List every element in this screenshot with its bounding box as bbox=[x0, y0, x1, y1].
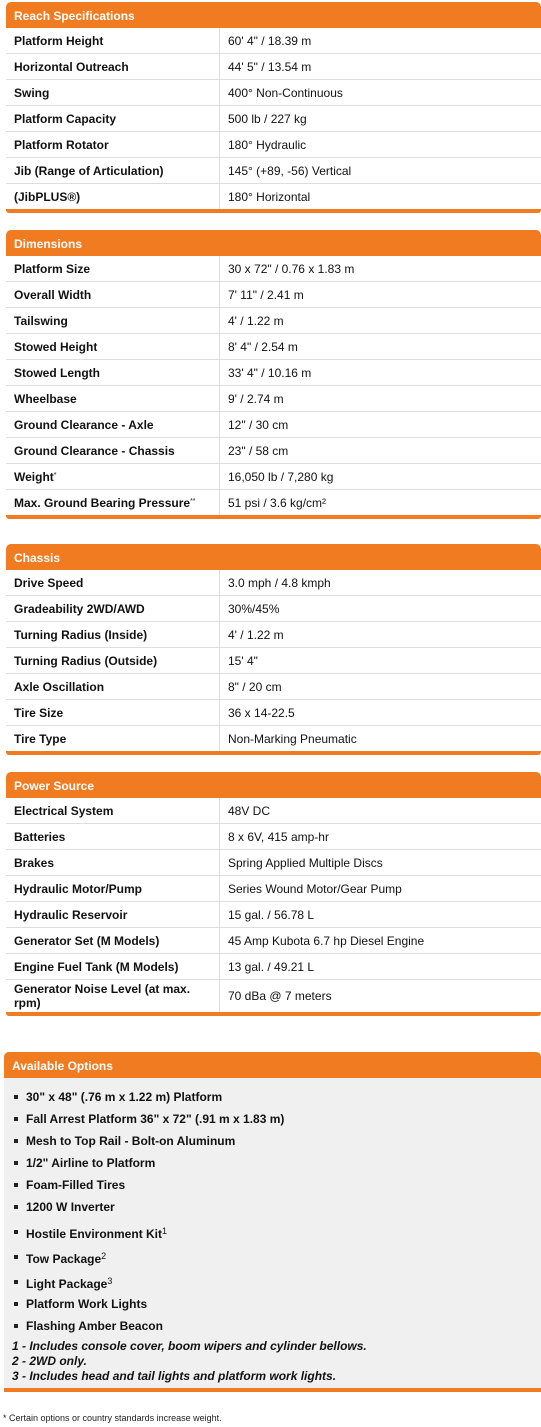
spec-label bbox=[6, 902, 220, 928]
spec-label-text: Gradeability 2WD/AWD bbox=[14, 601, 145, 616]
spec-row bbox=[6, 700, 541, 726]
bullet-icon bbox=[14, 1280, 18, 1284]
spec-label-text: Turning Radius (Outside) bbox=[14, 653, 158, 668]
chassis-section bbox=[6, 544, 541, 755]
spec-label-text: Platform Capacity bbox=[14, 111, 117, 126]
option-text: Platform Work Lights bbox=[26, 1297, 148, 1311]
spec-label bbox=[6, 80, 220, 106]
section-footer-bar bbox=[6, 515, 541, 519]
spec-label bbox=[6, 824, 220, 850]
weight-footnote: * Certain options or country standards increase weight. bbox=[3, 1413, 222, 1423]
spec-row bbox=[6, 28, 541, 54]
spec-label-text: Hydraulic Motor/Pump bbox=[14, 881, 143, 896]
option-note: 3 - Includes head and tail lights and platform work lights. bbox=[12, 1369, 337, 1383]
power-source-section bbox=[6, 772, 541, 1016]
spec-label bbox=[6, 490, 220, 516]
spec-row bbox=[6, 876, 541, 902]
spec-row bbox=[6, 464, 541, 490]
option-text: Foam-Filled Tires bbox=[26, 1178, 126, 1192]
option-text: 30" x 48" (.76 m x 1.22 m) Platform bbox=[26, 1090, 223, 1104]
spec-value: Series Wound Motor/Gear Pump bbox=[220, 876, 541, 902]
spec-label bbox=[6, 158, 220, 184]
spec-value: 33' 4" / 10.16 m bbox=[220, 360, 541, 386]
spec-value: 15 gal. / 56.78 L bbox=[220, 902, 541, 928]
spec-label bbox=[6, 360, 220, 386]
option-item bbox=[12, 1086, 541, 1108]
spec-row bbox=[6, 648, 541, 674]
spec-value: 36 x 14-22.5 bbox=[220, 700, 541, 726]
spec-label-text: Tailswing bbox=[14, 313, 68, 328]
spec-value: 9' / 2.74 m bbox=[220, 386, 541, 412]
spec-label-text: Swing bbox=[14, 85, 50, 100]
spec-value: 60' 4" / 18.39 m bbox=[220, 28, 541, 54]
spec-label-text: Tire Type bbox=[14, 731, 67, 746]
spec-row bbox=[6, 132, 541, 158]
spec-row bbox=[6, 184, 541, 210]
spec-label-text: Generator Noise Level (at max. rpm) bbox=[14, 982, 191, 1010]
spec-label-text: Electrical System bbox=[14, 803, 114, 818]
spec-label-text: Axle Oscillation bbox=[14, 679, 105, 694]
option-item bbox=[12, 1268, 541, 1293]
spec-label-text: Max. Ground Bearing Pressure bbox=[14, 495, 191, 510]
spec-label bbox=[6, 798, 220, 824]
spec-label-text: Drive Speed bbox=[14, 575, 84, 590]
option-item bbox=[12, 1196, 541, 1218]
spec-row bbox=[6, 622, 541, 648]
spec-label bbox=[6, 850, 220, 876]
section-footer-bar bbox=[6, 209, 541, 213]
spec-value: 48V DC bbox=[220, 798, 541, 824]
option-note: 2 - 2WD only. bbox=[12, 1354, 87, 1368]
available-options-section bbox=[4, 1052, 541, 1388]
spec-value: 4' / 1.22 m bbox=[220, 308, 541, 334]
spec-value: 70 dBa @ 7 meters bbox=[228, 989, 332, 1003]
spec-value: 51 psi / 3.6 kg/cm² bbox=[228, 495, 327, 510]
option-text: Flashing Amber Beacon bbox=[26, 1319, 163, 1333]
spec-row bbox=[6, 570, 541, 596]
spec-label-text: Generator Set (M Models) bbox=[14, 933, 160, 948]
spec-label bbox=[6, 726, 220, 752]
spec-value: 44' 5" / 13.54 m bbox=[220, 54, 541, 80]
bullet-icon bbox=[14, 1117, 18, 1121]
section-header: Available Options bbox=[4, 1052, 541, 1078]
spec-value: 8' 4" / 2.54 m bbox=[220, 334, 541, 360]
spec-value: 13 gal. / 49.21 L bbox=[220, 954, 541, 980]
spec-row bbox=[6, 334, 541, 360]
spec-row bbox=[6, 824, 541, 850]
spec-row bbox=[6, 80, 541, 106]
spec-label-text: (JibPLUS®) bbox=[14, 189, 81, 204]
spec-label-text: Platform Height bbox=[14, 33, 104, 48]
spec-row bbox=[6, 954, 541, 980]
spec-label bbox=[6, 106, 220, 132]
bullet-icon bbox=[14, 1205, 18, 1209]
spec-value: 3.0 mph / 4.8 kmph bbox=[220, 570, 541, 596]
spec-row bbox=[6, 158, 541, 184]
spec-row bbox=[6, 386, 541, 412]
spec-row bbox=[6, 726, 541, 752]
spec-label bbox=[6, 54, 220, 80]
spec-value: 180° Horizontal bbox=[228, 189, 311, 204]
option-item bbox=[12, 1243, 541, 1268]
spec-label-text: Stowed Height bbox=[14, 339, 98, 354]
spec-row bbox=[6, 438, 541, 464]
spec-label-text: Jib (Range of Articulation) bbox=[14, 163, 164, 178]
spec-label bbox=[6, 980, 220, 1013]
bullet-icon bbox=[14, 1139, 18, 1143]
spec-label bbox=[6, 876, 220, 902]
section-footer-bar bbox=[4, 1388, 541, 1392]
spec-label bbox=[6, 570, 220, 596]
spec-value: 400° Non-Continuous bbox=[220, 80, 541, 106]
spec-value: 145° (+89, -56) Vertical bbox=[220, 158, 541, 184]
spec-row bbox=[6, 412, 541, 438]
spec-value: 16,050 lb / 7,280 kg bbox=[220, 464, 541, 490]
options-notes bbox=[4, 1339, 541, 1384]
option-item bbox=[12, 1315, 541, 1337]
spec-value: 45 Amp Kubota 6.7 hp Diesel Engine bbox=[220, 928, 541, 954]
spec-label bbox=[6, 648, 220, 674]
option-item bbox=[12, 1130, 541, 1152]
option-item bbox=[12, 1218, 541, 1243]
spec-row bbox=[6, 490, 541, 516]
section-header: Chassis bbox=[6, 544, 541, 570]
spec-row bbox=[6, 256, 541, 282]
spec-label bbox=[6, 438, 220, 464]
spec-row bbox=[6, 850, 541, 876]
spec-value: 180° Hydraulic bbox=[220, 132, 541, 158]
bullet-icon bbox=[14, 1183, 18, 1187]
bullet-icon bbox=[14, 1302, 18, 1306]
footnote-marker: 1 bbox=[162, 1226, 168, 1236]
spec-label bbox=[6, 282, 220, 308]
spec-label bbox=[6, 412, 220, 438]
option-text: Fall Arrest Platform 36" x 72" (.91 m x 1.83 m) bbox=[26, 1112, 285, 1126]
spec-label-text: Platform Size bbox=[14, 261, 91, 276]
section-footer-bar bbox=[6, 751, 541, 755]
reach-specifications-section bbox=[6, 2, 541, 213]
spec-label-text: Hydraulic Reservoir bbox=[14, 907, 128, 922]
spec-value: 8" / 20 cm bbox=[220, 674, 541, 700]
spec-label bbox=[6, 184, 220, 210]
spec-value: 8 x 6V, 415 amp-hr bbox=[220, 824, 541, 850]
option-item bbox=[12, 1108, 541, 1130]
spec-label-text: Ground Clearance - Chassis bbox=[14, 443, 175, 458]
spec-label-text: Horizontal Outreach bbox=[14, 59, 129, 74]
bullet-icon bbox=[14, 1255, 18, 1259]
spec-table bbox=[6, 256, 541, 515]
option-text: 1/2" Airline to Platform bbox=[26, 1156, 156, 1170]
spec-label bbox=[6, 954, 220, 980]
spec-value: 500 lb / 227 kg bbox=[220, 106, 541, 132]
spec-label-text: Stowed Length bbox=[14, 365, 100, 380]
spec-value: 7' 11" / 2.41 m bbox=[220, 282, 541, 308]
spec-label bbox=[6, 622, 220, 648]
bullet-icon bbox=[14, 1161, 18, 1165]
spec-table bbox=[6, 570, 541, 751]
spec-value: 30%/45% bbox=[220, 596, 541, 622]
option-item bbox=[12, 1293, 541, 1315]
footnote-marker: 3 bbox=[107, 1276, 113, 1286]
section-header: Reach Specifications bbox=[6, 2, 541, 28]
option-text: Hostile Environment Kit bbox=[26, 1227, 163, 1241]
spec-row bbox=[6, 106, 541, 132]
spec-table bbox=[6, 798, 541, 1012]
section-header: Dimensions bbox=[6, 230, 541, 256]
spec-label-text: Ground Clearance - Axle bbox=[14, 417, 154, 432]
spec-value: 4' / 1.22 m bbox=[220, 622, 541, 648]
spec-label-text: Overall Width bbox=[14, 287, 92, 302]
section-footer-bar bbox=[6, 1012, 541, 1016]
options-list bbox=[4, 1078, 541, 1337]
spec-table bbox=[6, 28, 541, 209]
option-text: Mesh to Top Rail - Bolt-on Aluminum bbox=[26, 1134, 236, 1148]
spec-value: 15' 4" bbox=[220, 648, 541, 674]
spec-label bbox=[6, 700, 220, 726]
spec-row bbox=[6, 798, 541, 824]
spec-row bbox=[6, 928, 541, 954]
spec-label bbox=[6, 28, 220, 54]
spec-row bbox=[6, 308, 541, 334]
spec-label-text: Tire Size bbox=[14, 705, 64, 720]
spec-label bbox=[6, 464, 220, 490]
option-item bbox=[12, 1152, 541, 1174]
option-text: Light Package bbox=[26, 1277, 108, 1291]
spec-label-text: Brakes bbox=[14, 855, 55, 870]
option-note: 1 - Includes console cover, boom wipers and cylinder bellows. bbox=[12, 1339, 367, 1353]
spec-label bbox=[6, 308, 220, 334]
spec-row bbox=[6, 980, 541, 1013]
spec-value: 12" / 30 cm bbox=[220, 412, 541, 438]
spec-label-text: Batteries bbox=[14, 829, 66, 844]
spec-row bbox=[6, 282, 541, 308]
spec-label bbox=[6, 596, 220, 622]
bullet-icon bbox=[14, 1095, 18, 1099]
spec-label-text: Turning Radius (Inside) bbox=[14, 627, 148, 642]
spec-value: Spring Applied Multiple Discs bbox=[220, 850, 541, 876]
spec-label bbox=[6, 256, 220, 282]
spec-row bbox=[6, 54, 541, 80]
spec-value: 23" / 58 cm bbox=[220, 438, 541, 464]
spec-row bbox=[6, 360, 541, 386]
spec-label bbox=[6, 674, 220, 700]
spec-row bbox=[6, 596, 541, 622]
spec-label-text: Platform Rotator bbox=[14, 137, 109, 152]
bullet-icon bbox=[14, 1324, 18, 1328]
spec-label bbox=[6, 132, 220, 158]
bullet-icon bbox=[14, 1230, 18, 1234]
spec-label bbox=[6, 928, 220, 954]
section-header: Power Source bbox=[6, 772, 541, 798]
spec-value: 30 x 72" / 0.76 x 1.83 m bbox=[220, 256, 541, 282]
option-text: Tow Package bbox=[26, 1252, 102, 1266]
option-item bbox=[12, 1174, 541, 1196]
spec-label bbox=[6, 334, 220, 360]
spec-label bbox=[6, 386, 220, 412]
spec-row bbox=[6, 674, 541, 700]
footnote-marker: * bbox=[53, 471, 57, 479]
spec-label-text: Wheelbase bbox=[14, 391, 77, 406]
spec-label-text: Engine Fuel Tank (M Models) bbox=[14, 959, 179, 974]
spec-label-text: Weight bbox=[14, 469, 54, 484]
footnote-marker: ** bbox=[190, 497, 196, 505]
spec-value: Non-Marking Pneumatic bbox=[228, 731, 357, 746]
spec-row bbox=[6, 902, 541, 928]
option-text: 1200 W Inverter bbox=[26, 1200, 115, 1214]
dimensions-section bbox=[6, 230, 541, 519]
footnote-marker: 2 bbox=[101, 1251, 107, 1261]
